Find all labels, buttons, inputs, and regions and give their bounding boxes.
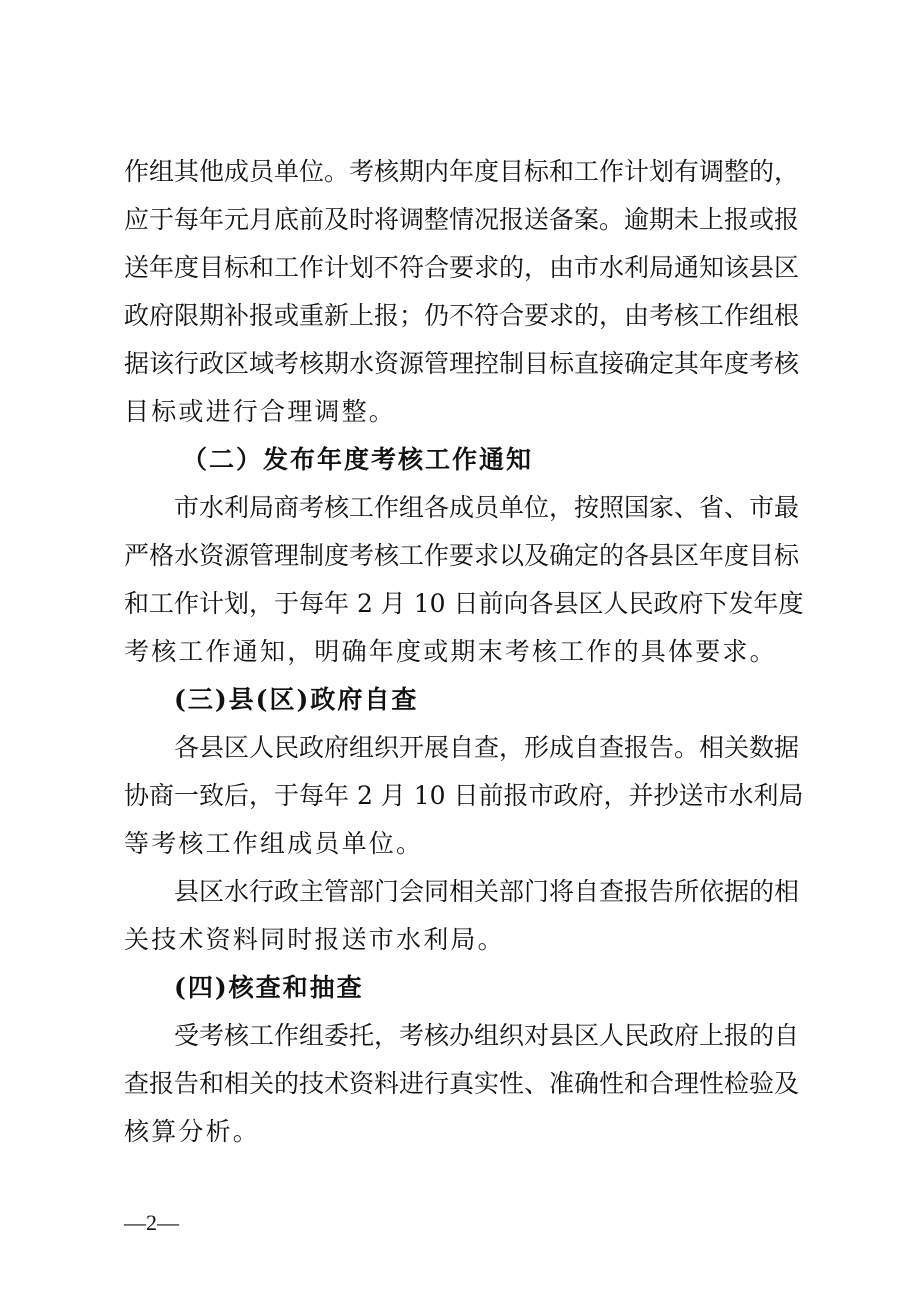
text-line: 据该行政区域考核期水资源管理控制目标直接确定其年度考核 (124, 349, 800, 378)
text-line: 考核工作通知，明确年度或期末考核工作的具体要求。 (124, 637, 777, 666)
text-line: 送年度目标和工作计划不符合要求的，由市水利局通知该县区 (124, 253, 800, 282)
text-line: 关技术资料同时报送市水利局。 (124, 925, 505, 954)
text-line: 等考核工作组成员单位。 (124, 829, 424, 858)
text-line: 核算分析。 (124, 1117, 261, 1146)
paragraph-materials (124, 868, 800, 964)
text-line: 应于每年元月底前及时将调整情况报送备案。逾期未上报或报 (124, 205, 800, 234)
text-line: 目标或进行合理调整。 (124, 397, 397, 426)
paragraph-continuation (124, 148, 800, 436)
text-line: 受考核工作组委托，考核办组织对县区人民政府上报的自 (174, 1021, 800, 1050)
text-line: 严格水资源管理制度考核工作要求以及确定的各县区年度目标 (124, 541, 800, 570)
text-line: 和工作计划，于每年 2 月 10 日前向各县区人民政府下发年度 (124, 589, 804, 618)
text-line: 查报告和相关的技术资料进行真实性、准确性和合理性检验及 (124, 1069, 800, 1098)
text-line: 协商一致后，于每年 2 月 10 日前报市政府，并抄送市水利局 (124, 781, 804, 810)
section-heading-2: （二）发布年度考核工作通知 (182, 445, 534, 474)
text-line: 各县区人民政府组织开展自查，形成自查报告。相关数据 (174, 733, 800, 762)
paragraph-notice (124, 484, 804, 676)
text-line: 市水利局商考核工作组各成员单位，按照国家、省、市最 (174, 493, 800, 522)
section-heading-3: (三)县(区)政府自查 (174, 685, 419, 714)
section-heading-4: (四)核查和抽查 (174, 973, 364, 1002)
document-page (124, 148, 804, 1156)
page-number: —2— (124, 1210, 179, 1235)
paragraph-verification (124, 1012, 800, 1156)
paragraph-self-check (124, 724, 804, 868)
text-line: 县区水行政主管部门会同相关部门将自查报告所依据的相 (174, 877, 800, 906)
text-line: 政府限期补报或重新上报；仍不符合要求的，由考核工作组根 (124, 301, 800, 330)
text-line: 作组其他成员单位。考核期内年度目标和工作计划有调整的， (124, 157, 800, 186)
